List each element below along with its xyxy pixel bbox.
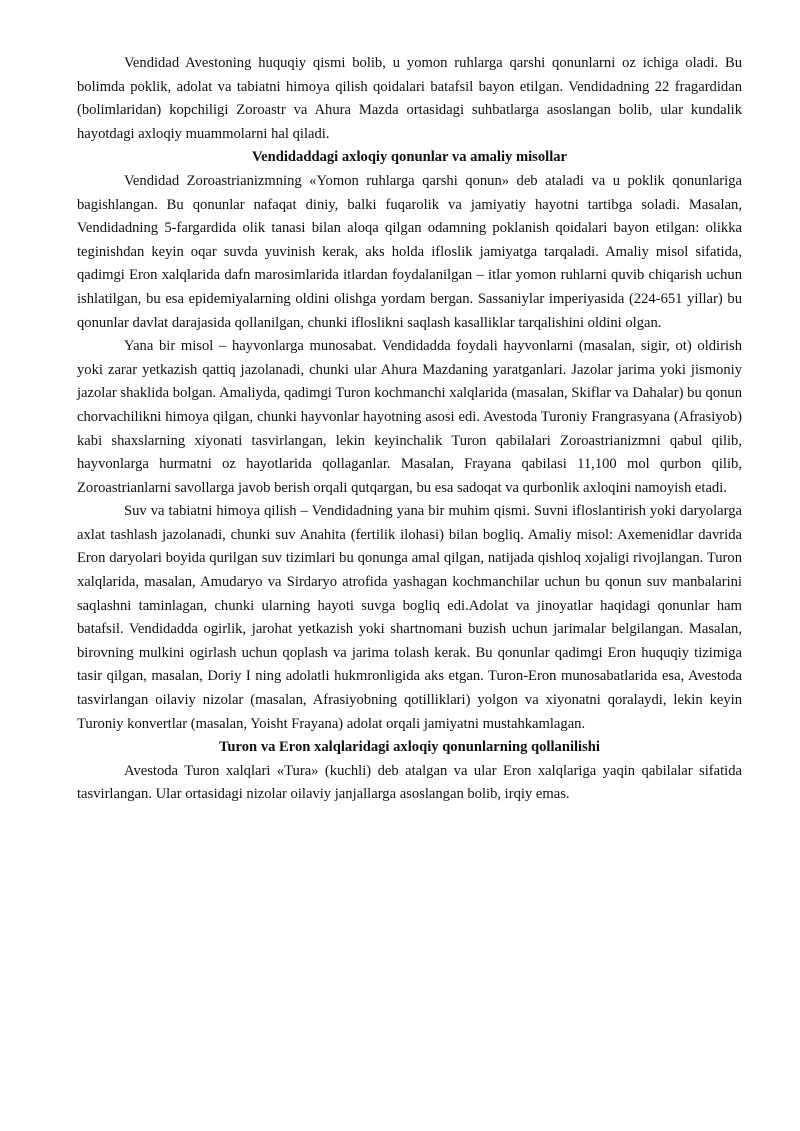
paragraph-water-justice: Suv va tabiatni himoya qilish – Vendidadning yana bir muhim qismi. Suvni ifloslantirish yoki daryolarga axlat tashlash jazolanadi, chunki suv Anahita (fertilik ilohasi) bilan bogliq. Amaliy misol: Axemenidlar davrida Eron daryolari boyida qurilgan suv tizimlari bu qonunga amal qilgan, natijada qishloq xojaligi rivojlangan. Turon xalqlarida, masalan, Amudaryo va Sirdaryo atrofida yashagan kochmanchilar uchun bu qonun suv manbalarini saqlashni taminlagan, chunki ularning hayoti suvga bogliq edi.Adolat va jinoyatlar haqidagi qonunlar ham batafsil. Vendidadda ogirlik, jarohat yetkazish yoki shartnomani buzish uchun jarimalar belgilangan. Masalan, birovning mulkini ogirlash uchun qoplash va jarima tolash kerak. Bu qonunlar qadimgi Eron huquqiy tizimiga tasir qilgan, masalan, Doriy I ning adolatli hukmronligida aks etgan. Turon-Eron munosabatlarida esa, Avestoda tasvirlangan oilaviy nizolar (masalan, Afrasiyobning qotilliklari) yolgon va xiyonatni qoralaydi, lekin keyin Turoniy konvertlar (masalan, Yoisht Frayana) adolat orqali jamiyatni mustahkamlagan. bbox=[77, 503, 742, 732]
section-heading-turan-iran: Turon va Eron xalqlaridagi axloqiy qonunlarning qollanilishi bbox=[219, 739, 600, 756]
section-heading-ethical-laws: Vendidaddagi axloqiy qonunlar va amaliy misollar bbox=[251, 149, 568, 166]
document-page bbox=[77, 52, 742, 807]
paragraph-animals: Yana bir misol – hayvonlarga munosabat. Vendidadda foydali hayvonlarni (masalan, sigir, ot) oldirish yoki zarar yetkazish qattiq jazolanadi, chunki ular Ahura Mazdaning yaratganlari. Jazolar jarima yoki jismoniy jazolar shaklida bolgan. Amaliyda, qadimgi Turon kochmanchi xalqlarida (masalan, Skiflar va Dahalar) bu qonun chorvachilikni himoya qilgan, chunki hayvonlar hayotning asosi edi. Avestoda Turoniy Frangrasyana (Afrasiyob) kabi shaxslarning xiyonati tasvirlangan, lekin keyinchalik Turon qabilalari Zoroastrianizmni qabul qilib, hayvonlarga hurmatni oz hayotlarida qollaganlar. Masalan, Frayana qabilasi 11,100 mol qurbon qilib, Zoroastrianlarni savollarga javob berish orqali qutqargan, bu esa sadoqat va qurbonlik axloqini namoyish etadi. bbox=[77, 338, 742, 496]
paragraph-vendidad-intro: Vendidad Avestoning huquqiy qismi bolib, u yomon ruhlarga qarshi qonunlarni oz ichiga oladi. Bu bolimda poklik, adolat va tabiatni himoya qilish qoidalari batafsil bayon etilgan. Vendidadning 22 fragardidan (bolimlaridan) kopchiligi Zoroastr va Ahura Mazda ortasidagi suhbatlarga asoslangan bolib, ular kundalik hayotdagi axloqiy muammolarni hal qiladi. bbox=[77, 55, 742, 142]
paragraph-tura: Avestoda Turon xalqlari «Tura» (kuchli) deb atalgan va ular Eron xalqlariga yaqin qabilalar sifatida tasvirlangan. Ular ortasidagi nizolar oilaviy janjallarga asoslangan bolib, irqiy emas. bbox=[77, 762, 742, 803]
paragraph-purity-laws: Vendidad Zoroastrianizmning «Yomon ruhlarga qarshi qonun» deb ataladi va u poklik qonunlariga bagishlangan. Bu qonunlar nafaqat diniy, balki fuqarolik va jamiyatiy hayotni tartibga soladi. Masalan, Vendidadning 5-fargardida olik tanasi bilan aloqa qilgan odamning poklanish qoidalari bayon etilgan: olikka teginishdan keyin oqar suvda yuvinish kerak, aks holda ifloslik jamiyatga tarqaladi. Amaliy misol sifatida, qadimgi Eron xalqlarida dafn marosimlarida itlardan foydalanilgan – itlar yomon ruhlarni quvib chiqarish uchun ishlatilgan, bu esa epidemiyalarning oldini olishga yordam bergan. Sassaniylar imperiyasida (224-651 yillar) bu qonunlar davlat darajasida qollanilgan, chunki ifloslikni saqlash kasalliklar tarqalishini oldini olgan. bbox=[77, 172, 742, 331]
